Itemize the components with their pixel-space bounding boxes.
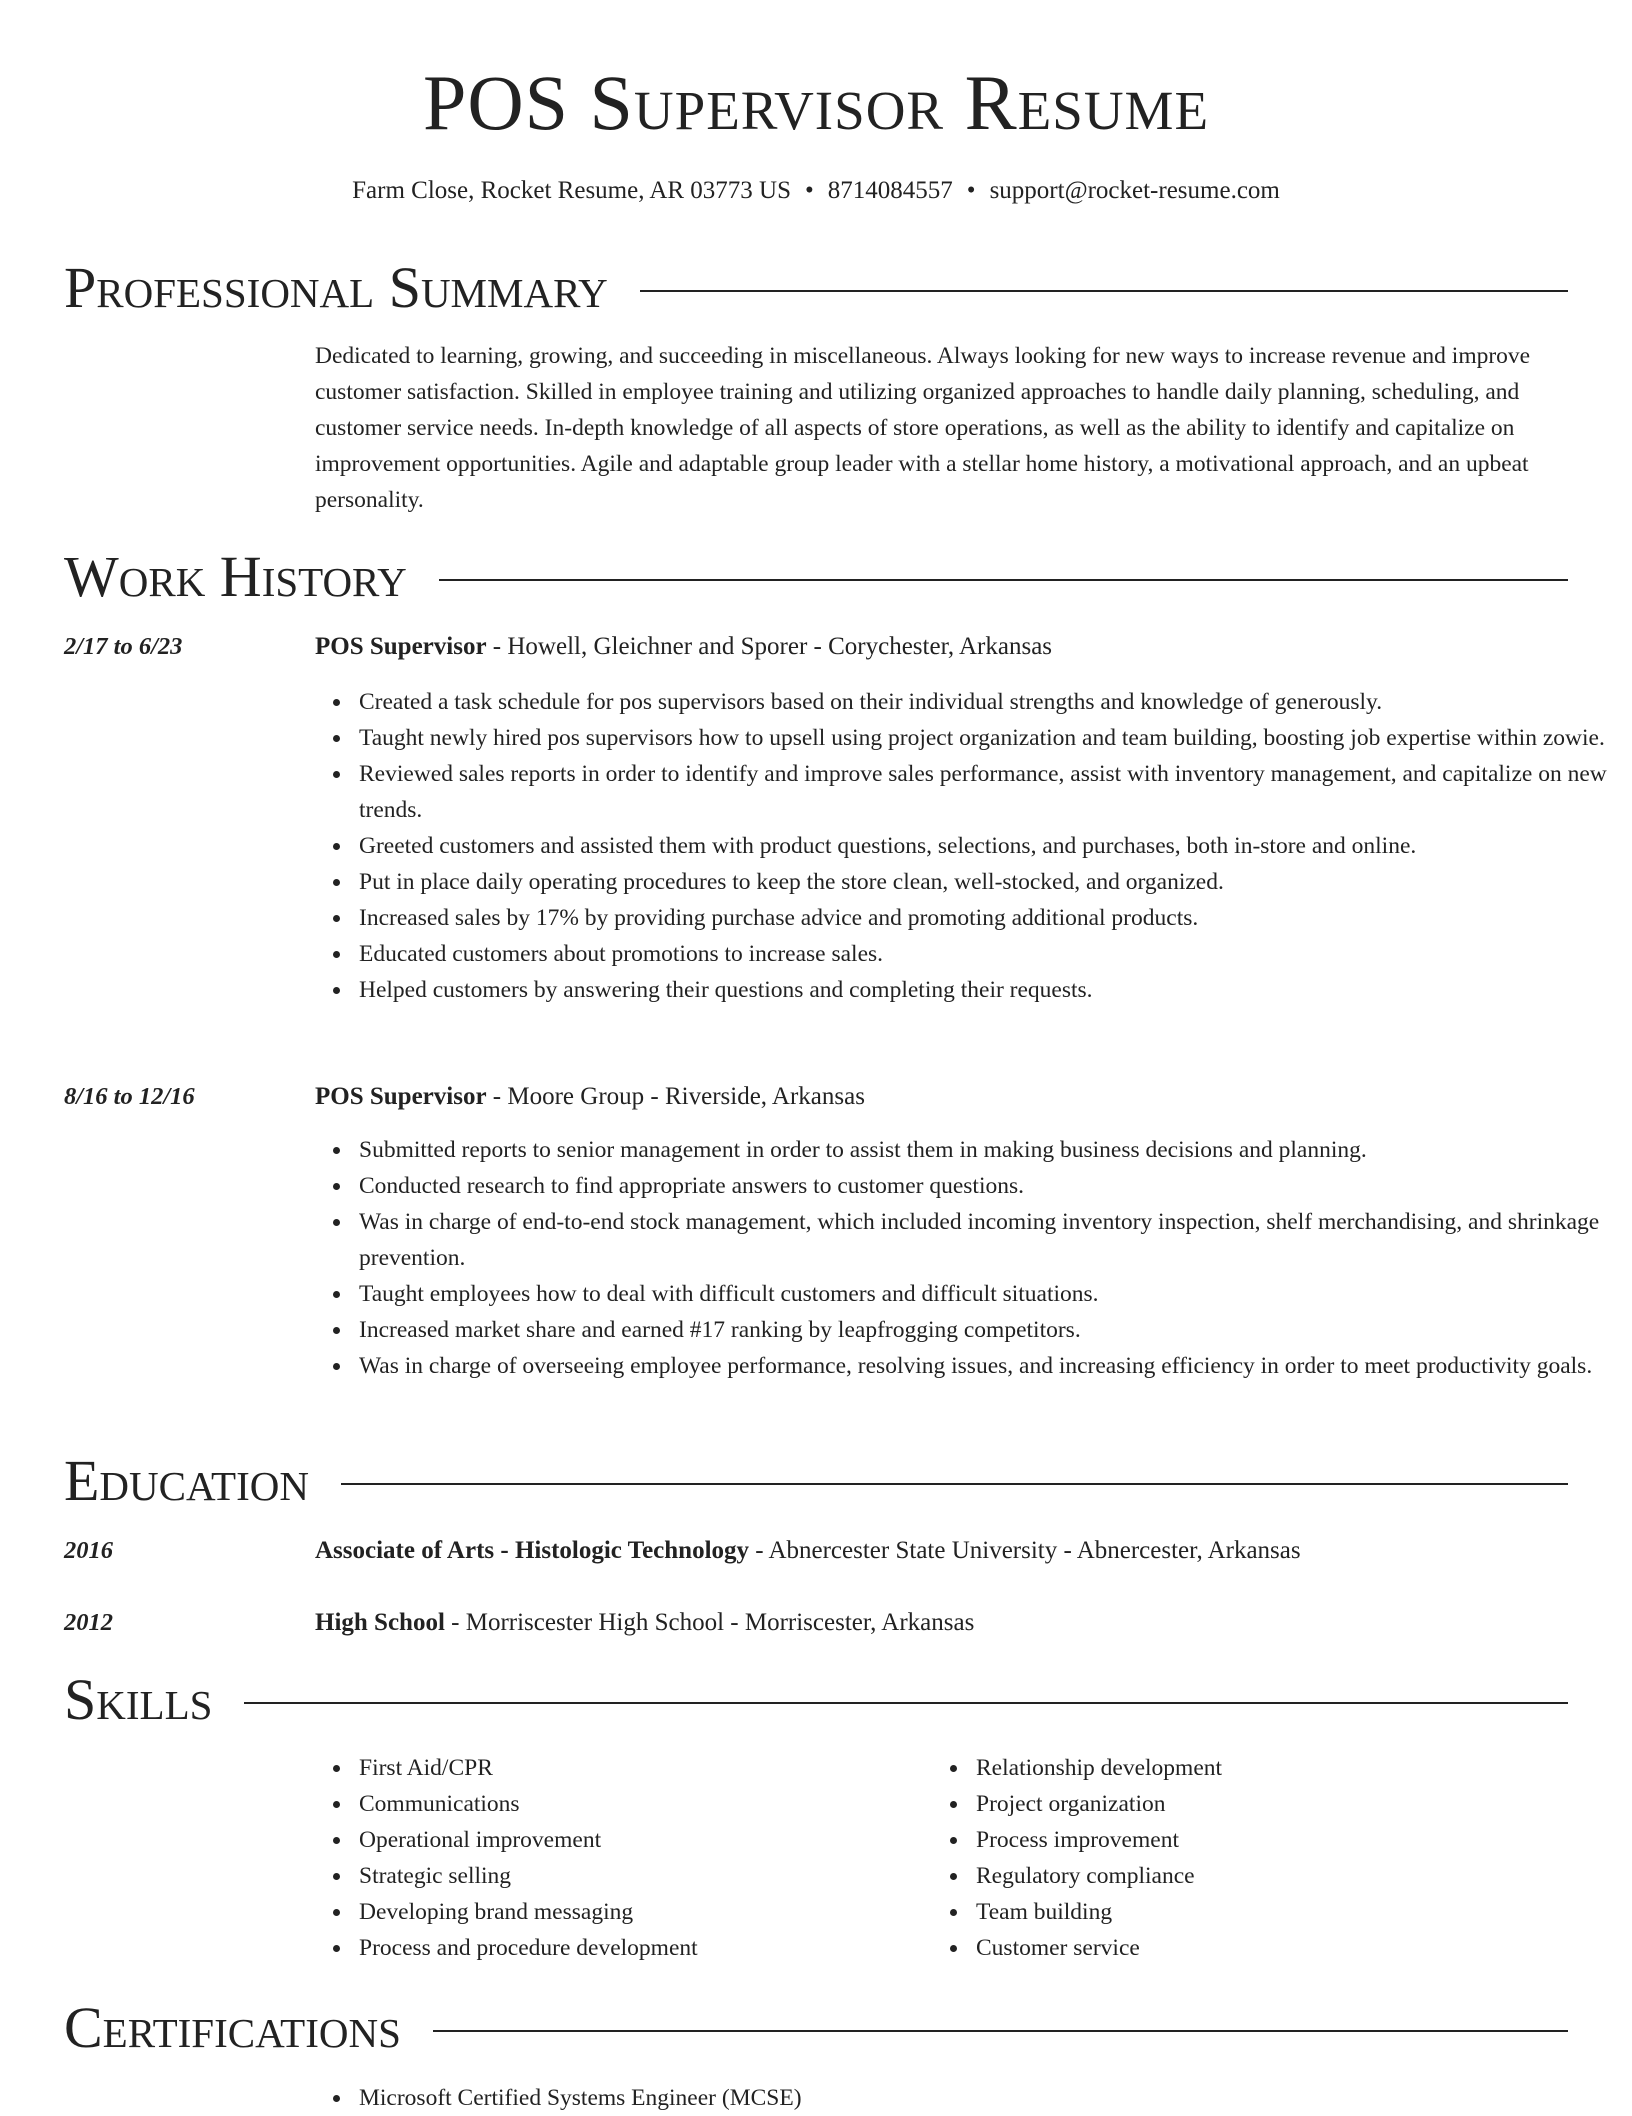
skill-item: Process and procedure development <box>359 1930 919 1966</box>
section-header-certifications <box>64 1996 1568 2060</box>
list-item: Increased market share and earned #17 ranking by leapfrogging competitors. <box>359 1312 1609 1348</box>
list-item: Taught employees how to deal with difficult customers and difficult situations. <box>359 1276 1609 1312</box>
contact-separator: • <box>966 177 976 204</box>
list-item: Was in charge of end-to-end stock management, which included incoming inventory inspection, shelf merchandising, and shrinkage prevention. <box>359 1204 1609 1276</box>
skill-item: Communications <box>359 1786 919 1822</box>
contact-phone: 8714084557 <box>827 177 953 204</box>
list-item: Greeted customers and assisted them with product questions, selections, and purchases, both in-store and online. <box>359 828 1609 864</box>
list-item: Put in place daily operating procedures to keep the store clean, well-stocked, and organized. <box>359 864 1609 900</box>
section-header-education <box>64 1449 1568 1513</box>
education-year: 2016 <box>64 1537 113 1564</box>
job-duties-list <box>315 1132 1609 1384</box>
list-item: Helped customers by answering their questions and completing their requests. <box>359 972 1609 1008</box>
list-item: Taught newly hired pos supervisors how to upsell using project organization and team building, boosting job expertise within zowie. <box>359 720 1609 756</box>
contact-address: Farm Close, Rocket Resume, AR 03773 US <box>352 177 792 204</box>
section-divider <box>640 290 1568 292</box>
skill-item: Team building <box>976 1894 1596 1930</box>
skill-item: Project organization <box>976 1786 1596 1822</box>
resume-title: POS Supervisor Resume <box>422 59 1210 146</box>
education-school: - Morriscester High School - Morriscester, Arkansas <box>444 1609 975 1636</box>
contact-line <box>0 174 1632 208</box>
section-divider <box>244 1702 1568 1704</box>
job-employer: - Moore Group - Riverside, Arkansas <box>486 1083 865 1110</box>
section-divider <box>439 579 1568 581</box>
skills-list-right <box>932 1750 1596 1966</box>
list-item: Submitted reports to senior management in order to assist them in making business decisions and planning. <box>359 1132 1609 1168</box>
section-title: Work History <box>64 544 407 609</box>
job-title: POS Supervisor <box>315 1083 487 1110</box>
education-degree: Associate of Arts - Histologic Technology <box>315 1537 750 1564</box>
job-duties-list <box>315 684 1609 1008</box>
education-degree: High School <box>315 1609 445 1636</box>
skill-item: Customer service <box>976 1930 1596 1966</box>
skill-item: Regulatory compliance <box>976 1858 1596 1894</box>
skill-item: First Aid/CPR <box>359 1750 919 1786</box>
job-dates: 8/16 to 12/16 <box>64 1083 195 1110</box>
list-item: Created a task schedule for pos supervisors based on their individual strengths and knowledge of generously. <box>359 684 1609 720</box>
certifications-list <box>315 2080 1609 2116</box>
section-title: Professional Summary <box>64 255 608 320</box>
section-title: Certifications <box>64 1995 401 2060</box>
education-entry <box>315 1605 974 1641</box>
skill-item: Developing brand messaging <box>359 1894 919 1930</box>
summary-text: Dedicated to learning, growing, and succeeding in miscellaneous. Always looking for new ways to increase revenue and improve customer satisfaction. Skilled in employee training and utilizing organized approaches to handle daily planning, scheduling, and customer service needs. In-depth knowledge of all aspects of store operations, as well as the ability to identify and capitalize on improvement opportunities. Agile and adaptable group leader with a stellar home history, a motivational approach, and an upbeat personality. <box>315 343 1531 513</box>
skill-item: Relationship development <box>976 1750 1596 1786</box>
certification-item: Microsoft Certified Systems Engineer (MCSE) <box>359 2080 1609 2116</box>
education-school: - Abnercester State University - Abnercester, Arkansas <box>749 1537 1301 1564</box>
section-divider <box>433 2030 1568 2032</box>
section-header-skills <box>64 1668 1568 1732</box>
skill-item: Strategic selling <box>359 1858 919 1894</box>
list-item: Educated customers about promotions to increase sales. <box>359 936 1609 972</box>
section-header-work <box>64 545 1568 609</box>
job-heading <box>315 1079 865 1115</box>
skill-item: Process improvement <box>976 1822 1596 1858</box>
job-dates: 2/17 to 6/23 <box>64 633 183 660</box>
section-title: Education <box>64 1448 309 1513</box>
education-year: 2012 <box>64 1609 113 1636</box>
job-title: POS Supervisor <box>315 633 487 660</box>
section-divider <box>341 1483 1568 1485</box>
list-item: Reviewed sales reports in order to identify and improve sales performance, assist with inventory management, and capitalize on new trends. <box>359 756 1609 828</box>
contact-separator: • <box>805 177 814 204</box>
contact-email[interactable]: support@rocket-resume.com <box>989 177 1280 204</box>
skills-list-left <box>315 1750 919 1966</box>
list-item: Was in charge of overseeing employee performance, resolving issues, and increasing efficiency in order to meet productivity goals. <box>359 1348 1609 1384</box>
list-item: Conducted research to find appropriate answers to customer questions. <box>359 1168 1609 1204</box>
job-heading <box>315 629 1052 665</box>
list-item: Increased sales by 17% by providing purchase advice and promoting additional products. <box>359 900 1609 936</box>
section-title: Skills <box>64 1667 213 1732</box>
skill-item: Operational improvement <box>359 1822 919 1858</box>
section-header-summary <box>64 256 1568 320</box>
education-entry <box>315 1533 1301 1569</box>
job-employer: - Howell, Gleichner and Sporer - Corychester, Arkansas <box>486 633 1053 660</box>
